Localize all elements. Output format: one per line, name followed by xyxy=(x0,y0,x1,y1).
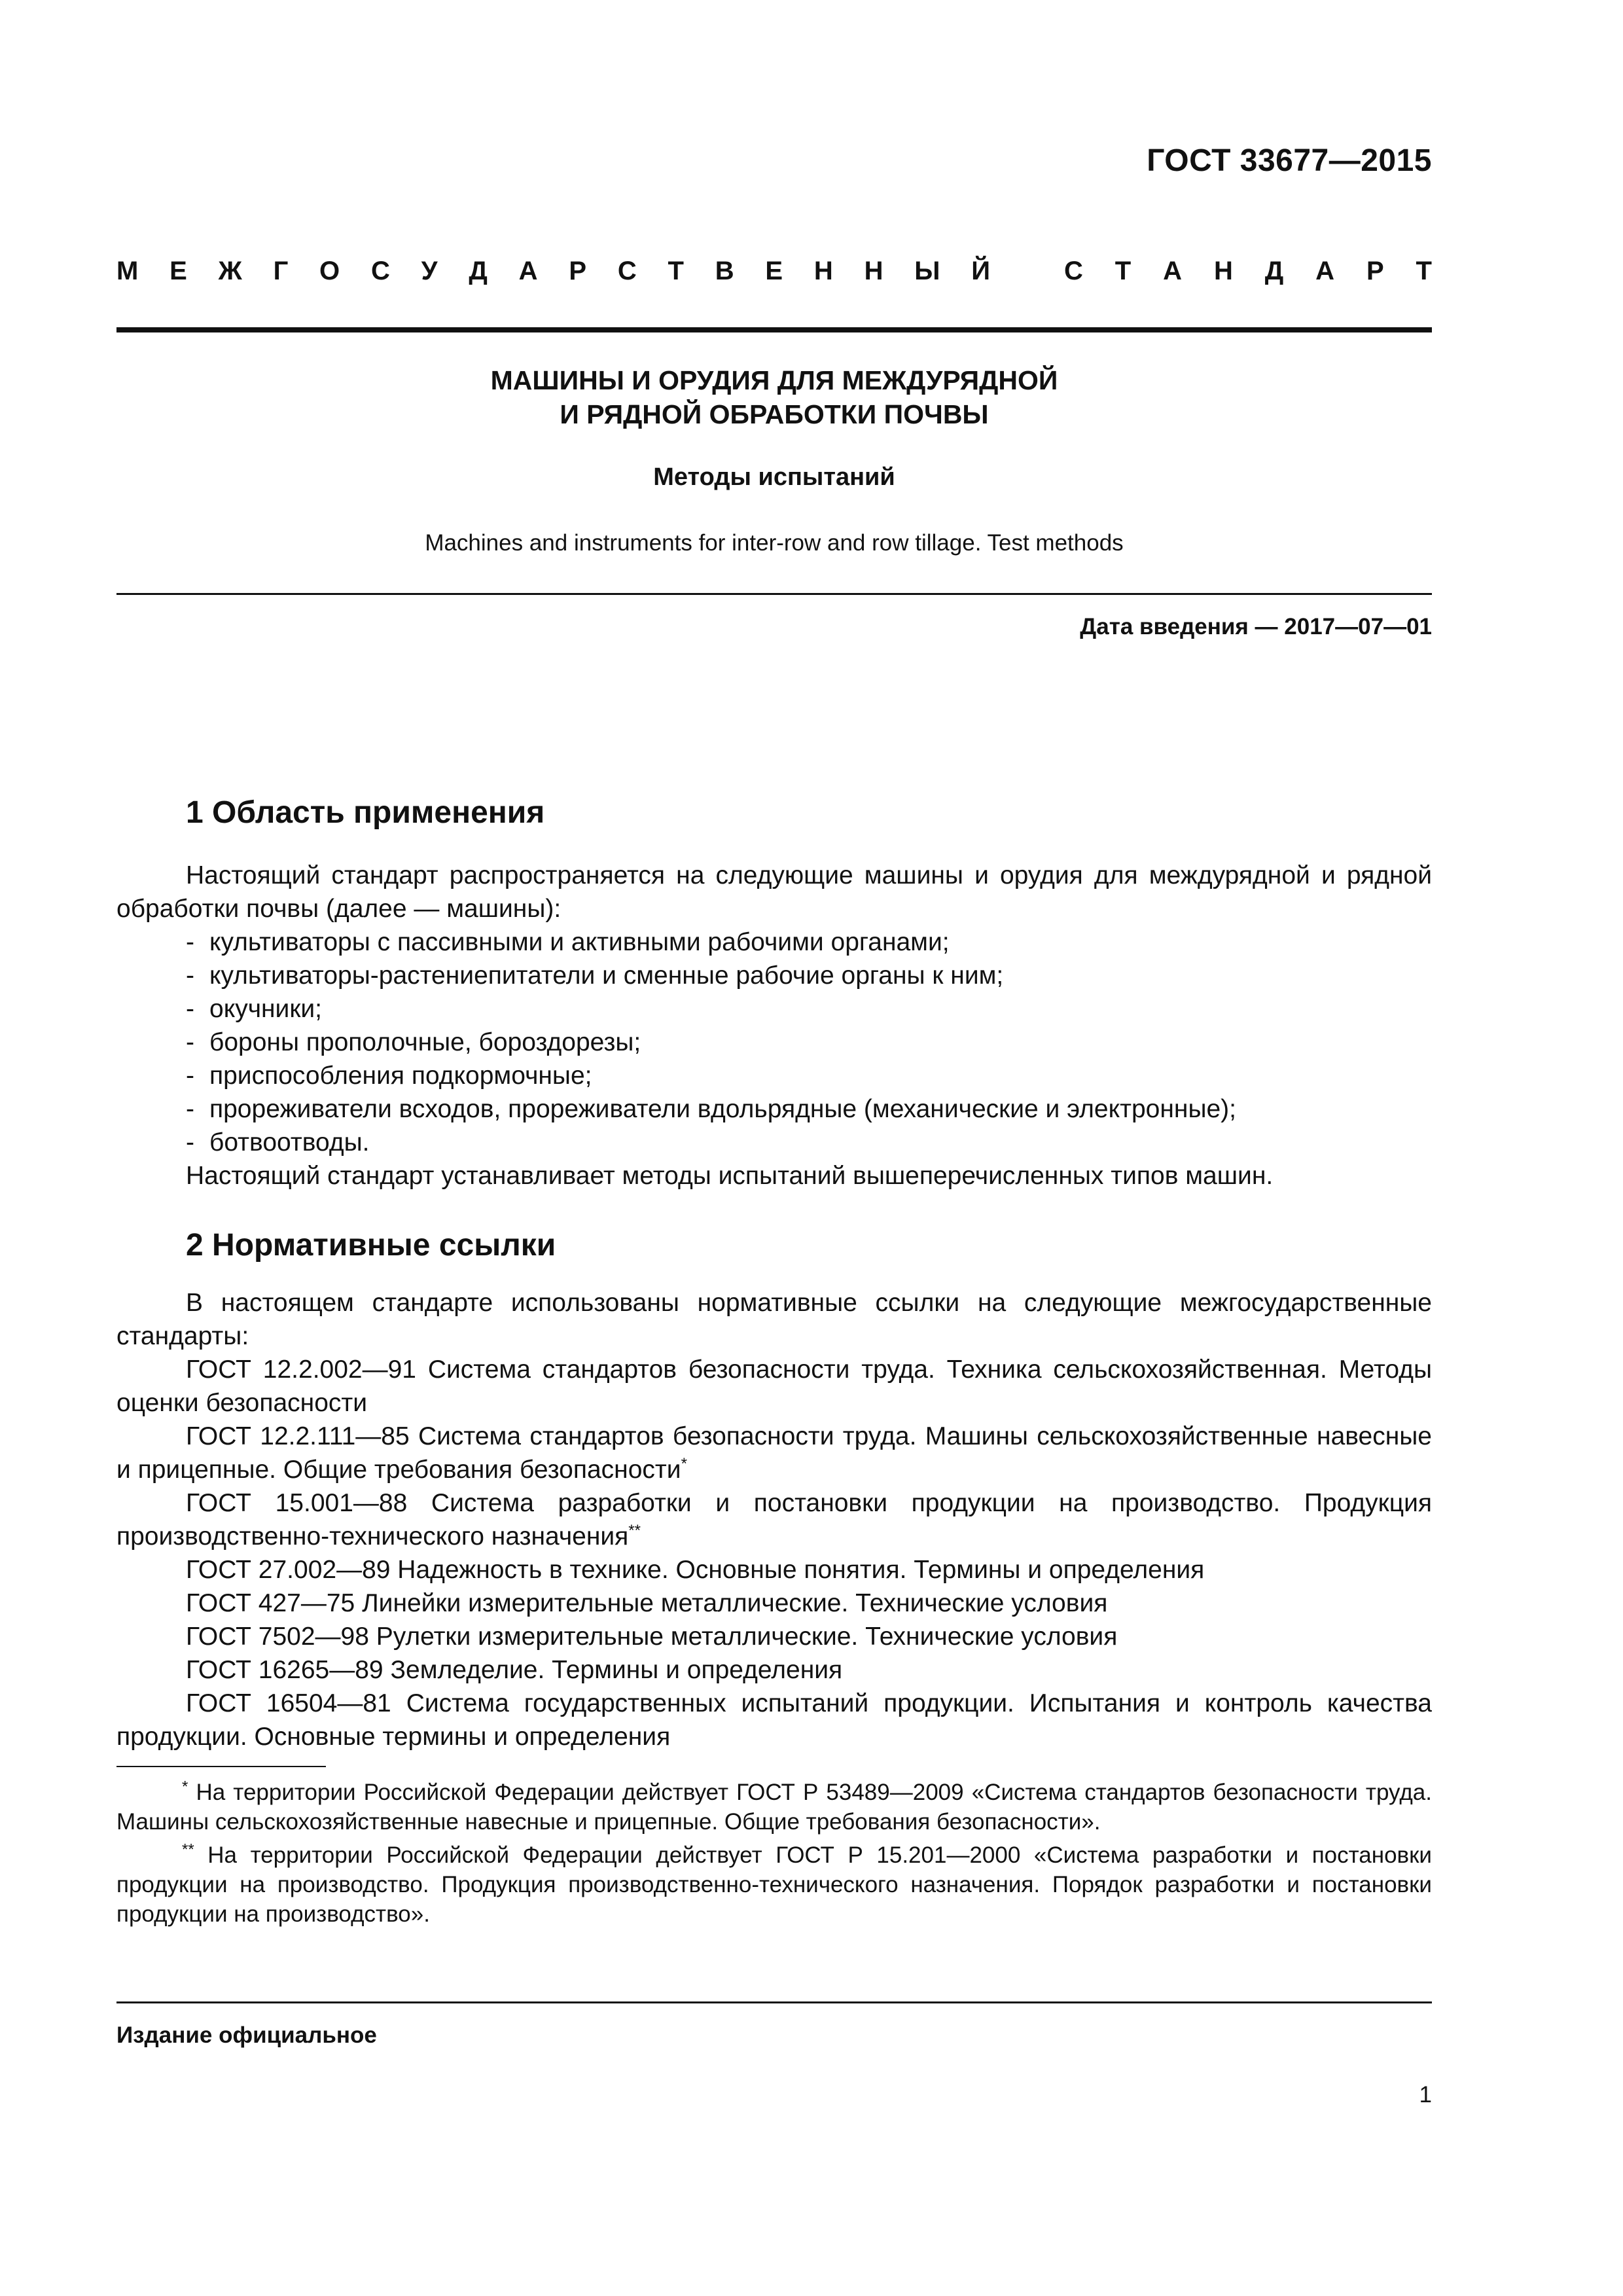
title-line-2: И РЯДНОЙ ОБРАБОТКИ ПОЧВЫ xyxy=(560,399,989,429)
letter: О xyxy=(319,257,340,285)
header-rule xyxy=(116,327,1432,332)
letter: У xyxy=(421,257,438,285)
english-title: Machines and instruments for inter-row and row tillage. Test methods xyxy=(425,530,1124,556)
letter: Н xyxy=(864,257,883,285)
document-subtitle: Методы испытаний xyxy=(653,463,895,491)
footnote xyxy=(116,1778,1432,1837)
section-1-outro: Настоящий стандарт устанавливает методы испытаний вышеперечисленных типов машин. xyxy=(186,1162,1274,1190)
section-1-intro: Настоящий стандарт распространяется на следующие машины и орудия для междурядной и рядной обработки почвы (далее — машины): xyxy=(116,861,1432,923)
footnote-mark: * xyxy=(681,1455,687,1473)
edition-label: Издание официальное xyxy=(116,2022,377,2048)
reference-item xyxy=(116,1653,1432,1687)
list-item xyxy=(116,1026,1432,1059)
reference-item xyxy=(116,1620,1432,1653)
reference-item xyxy=(116,1587,1432,1620)
letter: С xyxy=(617,257,637,285)
letter: В xyxy=(715,257,734,285)
list-dash: - xyxy=(186,1062,194,1090)
reference-item xyxy=(116,1486,1432,1553)
letter: Т xyxy=(668,257,684,285)
letter: Е xyxy=(169,257,187,285)
section-1-body xyxy=(116,859,1432,1193)
document-number: ГОСТ 33677—2015 xyxy=(1147,143,1432,178)
letter: Р xyxy=(1366,257,1384,285)
letter: Ы xyxy=(914,257,940,285)
list-item-text: культиваторы с пассивными и активными рабочими органами; xyxy=(209,928,950,956)
list-item xyxy=(116,959,1432,992)
letter: А xyxy=(518,257,538,285)
scope-list xyxy=(116,925,1432,1159)
reference-text: ГОСТ 7502—98 Рулетки измерительные металлические. Технические условия xyxy=(186,1623,1118,1651)
list-item-text: приспособления подкормочные; xyxy=(209,1062,592,1090)
section-2-intro: В настоящем стандарте использованы нормативные ссылки на следующие межгосударственные стандарты: xyxy=(116,1289,1432,1350)
standard-type xyxy=(116,257,1432,286)
letter: С xyxy=(1064,257,1083,285)
letter: Д xyxy=(1264,257,1284,285)
letter: Е xyxy=(765,257,783,285)
reference-item xyxy=(116,1553,1432,1587)
letter: Н xyxy=(813,257,833,285)
reference-item xyxy=(116,1420,1432,1486)
list-item-text: ботвоотводы. xyxy=(209,1128,370,1157)
letter: М xyxy=(116,257,139,285)
introduction-date: Дата введения — 2017—07—01 xyxy=(1080,614,1432,639)
list-item xyxy=(116,925,1432,959)
footnote-mark: ** xyxy=(182,1840,194,1859)
letter: Д xyxy=(469,257,488,285)
letter: Й xyxy=(971,257,990,285)
footer-rule xyxy=(116,2001,1432,2003)
reference-item xyxy=(116,1687,1432,1753)
reference-text: ГОСТ 12.2.111—85 Система стандартов безопасности труда. Машины сельскохозяйственные навесные и прицепные. Общие требования безопасности xyxy=(116,1422,1432,1484)
section-2-body xyxy=(116,1286,1432,1753)
footnote-separator xyxy=(116,1766,326,1767)
list-dash: - xyxy=(186,995,194,1023)
reference-item xyxy=(116,1353,1432,1420)
reference-text: ГОСТ 12.2.002—91 Система стандартов безопасности труда. Техника сельскохозяйственная. Методы оценки безопасности xyxy=(116,1355,1432,1417)
letter: А xyxy=(1315,257,1335,285)
footnote-mark: ** xyxy=(628,1522,641,1539)
footnote xyxy=(116,1840,1432,1929)
letter: Р xyxy=(569,257,587,285)
standard-type-word-2 xyxy=(1064,257,1432,286)
reference-text: ГОСТ 16504—81 Система государственных испытаний продукции. Испытания и контроль качества продукции. Основные термины и определения xyxy=(116,1689,1432,1751)
list-item-text: окучники; xyxy=(209,995,323,1023)
reference-text: ГОСТ 16265—89 Земледелие. Термины и определения xyxy=(186,1656,843,1684)
list-dash: - xyxy=(186,1128,194,1157)
footnote-mark: * xyxy=(182,1778,188,1796)
page-number: 1 xyxy=(1419,2082,1432,2108)
letter: Т xyxy=(1115,257,1132,285)
reference-text: ГОСТ 27.002—89 Надежность в технике. Основные понятия. Термины и определения xyxy=(186,1556,1205,1584)
list-dash: - xyxy=(186,961,194,990)
footnote-text: На территории Российской Федерации действует ГОСТ Р 53489—2009 «Система стандартов безопасности труда. Машины сельскохозяйственные навесные и прицепные. Общие требования безопасности». xyxy=(116,1780,1432,1835)
letter: С xyxy=(370,257,390,285)
references-list xyxy=(116,1353,1432,1753)
list-item xyxy=(116,1092,1432,1126)
section-1-heading: 1 Область применения xyxy=(186,795,545,830)
list-dash: - xyxy=(186,928,194,956)
letter: Т xyxy=(1416,257,1432,285)
reference-text: ГОСТ 15.001—88 Система разработки и постановки продукции на производство. Продукция производственно-технического назначения xyxy=(116,1489,1432,1551)
list-item-text: прореживатели всходов, прореживатели вдольрядные (механические и электронные); xyxy=(209,1095,1236,1123)
list-item xyxy=(116,992,1432,1026)
letter: Г xyxy=(273,257,289,285)
reference-text: ГОСТ 427—75 Линейки измерительные металлические. Технические условия xyxy=(186,1589,1108,1617)
title-line-1: МАШИНЫ И ОРУДИЯ ДЛЯ МЕЖДУРЯДНОЙ xyxy=(490,365,1058,395)
list-item xyxy=(116,1059,1432,1092)
list-item-text: культиваторы-растениепитатели и сменные рабочие органы к ним; xyxy=(209,961,1004,990)
footnote-text: На территории Российской Федерации действует ГОСТ Р 15.201—2000 «Система разработки и постановки продукции на производство. Продукция производственно-технического назначения. Порядок разработки и постановки продукции на производство». xyxy=(116,1842,1432,1927)
list-dash: - xyxy=(186,1095,194,1123)
letter: А xyxy=(1163,257,1183,285)
standard-type-word-1 xyxy=(116,257,990,286)
title-rule xyxy=(116,593,1432,595)
footnotes xyxy=(116,1778,1432,1933)
list-item-text: бороны прополочные, бороздорезы; xyxy=(209,1028,641,1056)
list-item xyxy=(116,1126,1432,1159)
document-title xyxy=(116,363,1432,431)
letter: Ж xyxy=(218,257,242,285)
section-2-heading: 2 Нормативные ссылки xyxy=(186,1228,556,1263)
letter: Н xyxy=(1213,257,1233,285)
list-dash: - xyxy=(186,1028,194,1056)
